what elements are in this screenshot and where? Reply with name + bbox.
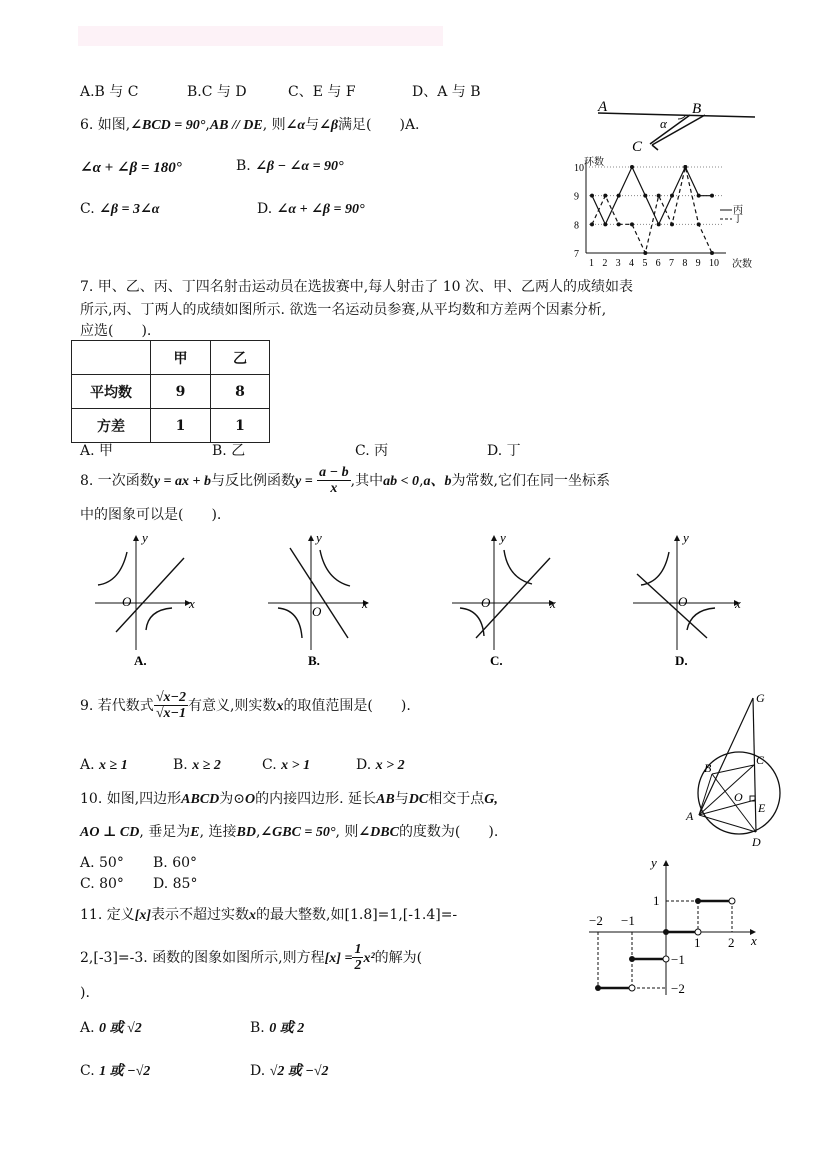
svg-text:x: x: [362, 596, 368, 611]
svg-text:O: O: [734, 790, 743, 804]
chart-xtick: 2: [602, 258, 608, 269]
chart-point: [657, 194, 661, 198]
chart-point: [590, 222, 594, 226]
table-header-empty: [72, 341, 151, 375]
q6-label-c: C: [632, 139, 643, 155]
q6-figure: [590, 95, 760, 157]
header-watermark-band: [78, 26, 443, 46]
q10-option-b: B. 60°: [153, 855, 198, 871]
q11-option-a: A. 0 或 √2: [80, 1020, 142, 1036]
chart-xtick: 8: [682, 258, 688, 269]
svg-text:y: y: [316, 530, 322, 545]
table-header-jia: 甲: [151, 341, 211, 375]
table-header-yi: 乙: [211, 341, 270, 375]
svg-text:O: O: [678, 594, 688, 609]
chart-ytick: 7: [574, 249, 579, 260]
svg-text:O: O: [481, 595, 491, 610]
q6-option-c: C. ∠β = 3∠α: [80, 201, 160, 217]
q9-option-c: C. x > 1: [262, 757, 311, 773]
chart-point: [710, 251, 714, 255]
q6-label-alpha: α: [660, 116, 667, 131]
svg-text:−1: −1: [621, 913, 635, 928]
q7-line-1: 7. 甲、乙、丙、丁四名射击运动员在选拔赛中,每人射击了 10 次、甲、乙两人的成绩如表: [80, 279, 633, 295]
q8-line-2: 中的图象可以是( ).: [80, 507, 222, 523]
q11-line-3: ).: [80, 985, 90, 1001]
chart-xtick: 9: [695, 258, 701, 269]
q8-stem: 8. 一次函数y = ax + b与反比例函数y = $\frac{a - b}{x}$ ,其中ab < 0,a、b为常数,它们在同一坐标系: [80, 465, 610, 497]
svg-text:E: E: [758, 801, 766, 815]
q5-option-a: A.B 与 C: [80, 84, 139, 100]
svg-text:O: O: [122, 594, 132, 609]
svg-text:y: y: [651, 855, 657, 870]
graph-c: [452, 530, 556, 668]
svg-text:B: B: [704, 761, 712, 775]
chart-ytick: 10: [574, 163, 584, 174]
q6-stem: 6. 如图,∠BCD = 90°,AB // DE, 则∠α与∠β满足( )A.: [80, 117, 420, 133]
chart-xtick: 5: [642, 258, 648, 269]
chart-xtick: 6: [655, 258, 661, 269]
chart-xtick: 7: [669, 258, 674, 269]
svg-text:A: A: [686, 809, 694, 823]
chart-point: [590, 194, 594, 198]
svg-text:x: x: [189, 596, 195, 611]
q10-circle-figure: [682, 690, 782, 850]
svg-text:G: G: [756, 691, 765, 705]
q11-option-c: C. 1 或 −√2: [80, 1063, 151, 1079]
table-row-label: 平均数: [72, 375, 151, 409]
q11-floor-graph: [585, 855, 765, 1005]
svg-text:−2: −2: [671, 981, 685, 996]
chart-ylabel: 环数: [584, 157, 604, 168]
chart-point: [630, 165, 634, 169]
q5-option-d: D、A 与 B: [412, 84, 481, 100]
q7-score-table: [71, 340, 270, 443]
svg-text:x: x: [735, 596, 741, 611]
q7-line-2: 所示,丙、丁两人的成绩如图所示. 欲选一名运动员参赛,从平均数和方差两个因素分析,: [80, 302, 607, 318]
q7-option-b: B. 乙: [212, 443, 246, 459]
table-row-label: 方差: [72, 409, 151, 443]
chart-point: [643, 251, 647, 255]
chart-point: [617, 194, 621, 198]
svg-text:1: 1: [694, 935, 701, 950]
q6-label-a: A: [598, 99, 608, 115]
q9-option-a: A. x ≥ 1: [80, 757, 128, 773]
chart-point: [697, 222, 701, 226]
legend-bing: 丙: [733, 205, 743, 216]
graph-b: [268, 530, 368, 668]
chart-point: [657, 222, 661, 226]
q11-option-d: D. √2 或 −√2: [250, 1063, 329, 1079]
q8-graphs: [90, 530, 750, 670]
q9-option-b: B. x ≥ 2: [173, 757, 221, 773]
q6-option-b: B. ∠β − ∠α = 90°: [236, 158, 344, 174]
svg-text:x: x: [550, 596, 556, 611]
q9-stem: 9. 若代数式 $\frac{√x-2}{√x-1}$ 有意义,则实数x的取值范围是( ).: [80, 690, 411, 722]
svg-text:−1: −1: [671, 952, 685, 967]
svg-text:y: y: [142, 530, 148, 545]
q5-option-c: C、E 与 F: [288, 84, 356, 100]
chart-point: [683, 165, 687, 169]
q11-line-2: 2,[-3]=-3. 函数的图象如图所示,则方程[x] = $\frac{1}{2}$ x²的解为(: [80, 942, 423, 974]
q6-label-b: B: [692, 101, 702, 117]
chart-point: [670, 222, 674, 226]
q11-line-1: 11. 定义[x]表示不超过实数x的最大整数,如[1.8]=1,[-1.4]=-: [80, 907, 458, 923]
q7-option-c: C. 丙: [355, 443, 389, 459]
q5-option-b: B.C 与 D: [187, 84, 247, 100]
q11-option-b: B. 0 或 2: [250, 1020, 305, 1036]
svg-text:O: O: [312, 604, 322, 619]
graph-label-c: C.: [490, 653, 503, 668]
graph-label-b: B.: [308, 653, 320, 668]
q6-option-a: ∠α + ∠β = 180°: [80, 160, 182, 176]
graph-d: [633, 530, 741, 668]
svg-text:1: 1: [653, 893, 660, 908]
chart-point: [617, 222, 621, 226]
svg-text:C: C: [756, 753, 765, 767]
table-cell: 9: [151, 375, 211, 409]
graph-label-d: D.: [675, 653, 688, 668]
chart-ytick: 8: [574, 220, 579, 232]
chart-point: [603, 194, 607, 198]
chart-point: [710, 194, 714, 198]
chart-point: [697, 194, 701, 198]
q10-line-2: AO ⊥ CD, 垂足为E, 连接BD,∠GBC = 50°, 则∠DBC的度数为( ).: [80, 824, 499, 840]
legend-ding: 丁: [733, 214, 743, 225]
chart-xtick: 1: [589, 258, 594, 269]
chart-xtick: 4: [629, 258, 634, 269]
q7-option-d: D. 丁: [487, 443, 521, 459]
q10-line-1: 10. 如图,四边形ABCD为⊙O的内接四边形. 延长AB与DC相交于点G,: [80, 791, 498, 807]
q7-line-3: 应选( ).: [80, 323, 152, 339]
chart-xlabel: 次数: [732, 259, 752, 270]
svg-text:D: D: [752, 835, 761, 849]
chart-point: [670, 194, 674, 198]
svg-text:2: 2: [728, 935, 735, 950]
graph-label-a: A.: [134, 653, 147, 668]
q9-option-d: D. x > 2: [356, 757, 405, 773]
table-cell: 1: [211, 409, 270, 443]
svg-text:x: x: [751, 933, 757, 948]
table-cell: 1: [151, 409, 211, 443]
q7-chart: [562, 153, 762, 271]
chart-xtick: 3: [615, 258, 621, 269]
chart-point: [630, 222, 634, 226]
q10-option-d: D. 85°: [153, 876, 198, 892]
q6-option-d: D. ∠α + ∠β = 90°: [257, 201, 365, 217]
chart-ytick: 9: [574, 191, 579, 203]
q10-option-c: C. 80°: [80, 876, 124, 892]
q7-option-a: A. 甲: [80, 443, 114, 459]
svg-text:−2: −2: [589, 913, 603, 928]
chart-xtick: 10: [709, 258, 719, 269]
graph-a: [95, 530, 195, 668]
chart-point: [643, 194, 647, 198]
svg-text:y: y: [683, 530, 689, 545]
svg-text:y: y: [500, 530, 506, 545]
chart-point: [603, 222, 607, 226]
table-cell: 8: [211, 375, 270, 409]
q10-option-a: A. 50°: [80, 855, 124, 871]
